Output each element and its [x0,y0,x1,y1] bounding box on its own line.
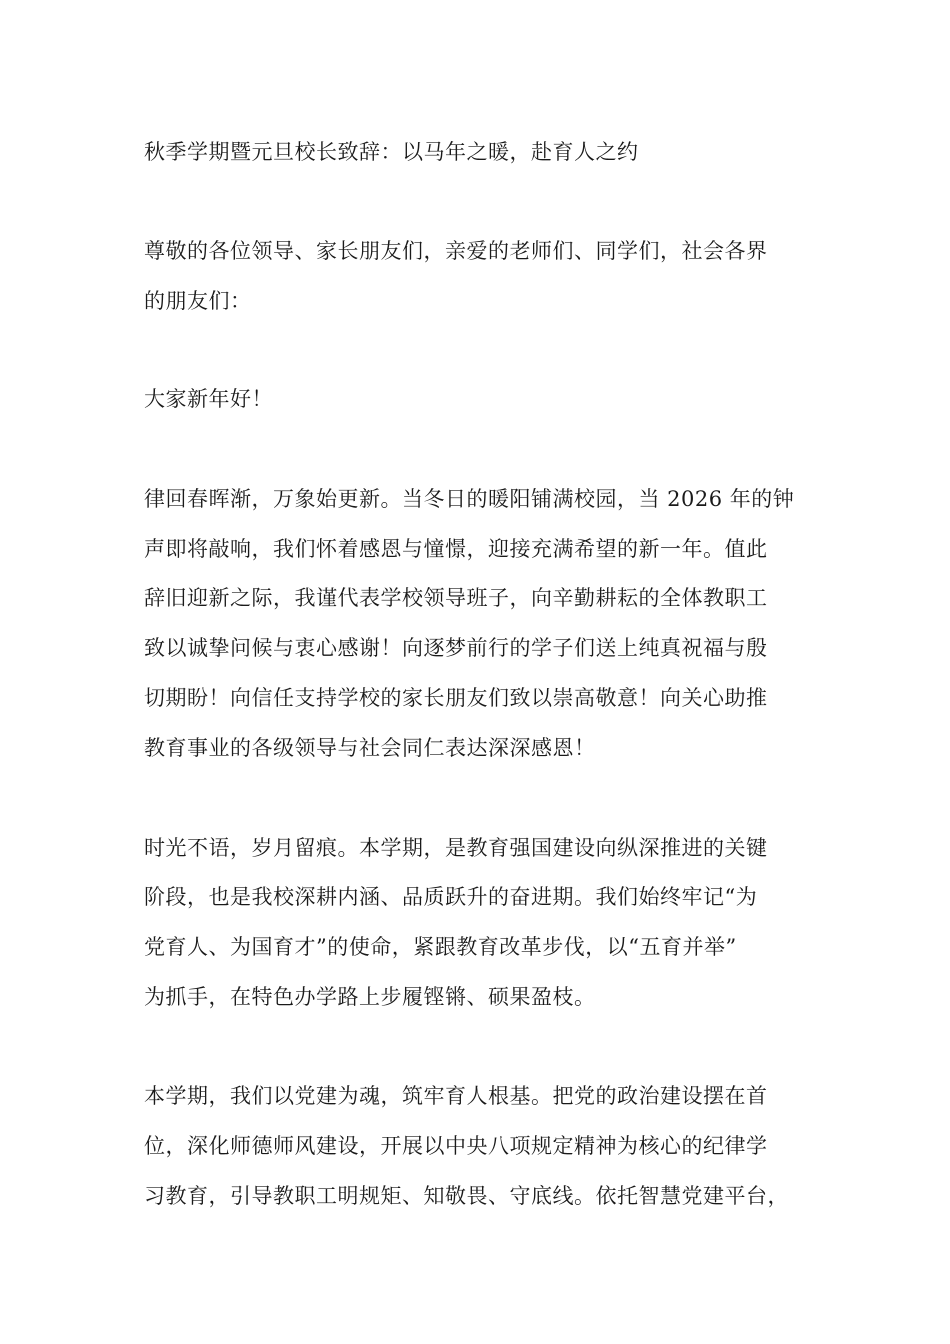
salutation-line-1: 尊敬的各位领导、家长朋友们，亲爱的老师们、同学们，社会各界 [144,239,768,263]
paragraph2-line-4: 为抓手，在特色办学路上步履铿锵、硕果盈枝。 [144,985,596,1009]
paragraph1-line-3: 辞旧迎新之际，我谨代表学校领导班子，向辛勤耕耘的全体教职工 [144,586,768,610]
paragraph1-line-6: 教育事业的各级领导与社会同仁表达深深感恩！ [144,736,596,760]
salutation-line-2: 的朋友们： [144,289,252,313]
paragraph3-line-2: 位，深化师德师风建设，开展以中央八项规定精神为核心的纪律学 [144,1134,768,1158]
paragraph2-line-3: 党育人、为国育才”的使命，紧跟教育改革步伐，以“五育并举” [144,935,737,959]
paragraph2-line-2: 阶段，也是我校深耕内涵、品质跃升的奋进期。我们始终牢记“为 [144,885,758,909]
paragraph1-line-1: 律回春晖渐，万象始更新。当冬日的暖阳铺满校园，当 2026 年的钟 [144,487,795,511]
paragraph1-line-5: 切期盼！向信任支持学校的家长朋友们致以崇高敬意！向关心助推 [144,686,768,710]
paragraph1-line-2: 声即将敲响，我们怀着感恩与憧憬，迎接充满希望的新一年。值此 [144,537,768,561]
greeting: 大家新年好！ [144,387,273,411]
paragraph2-line-1: 时光不语，岁月留痕。本学期，是教育强国建设向纵深推进的关键 [144,836,768,860]
document-title: 秋季学期暨元旦校长致辞：以马年之暖，赴育人之约 [144,140,639,164]
paragraph3-line-3: 习教育，引导教职工明规矩、知敬畏、守底线。依托智慧党建平台， [144,1184,789,1208]
paragraph1-line-4: 致以诚挚问候与衷心感谢！向逐梦前行的学子们送上纯真祝福与殷 [144,636,768,660]
paragraph3-line-1: 本学期，我们以党建为魂，筑牢育人根基。把党的政治建设摆在首 [144,1084,768,1108]
